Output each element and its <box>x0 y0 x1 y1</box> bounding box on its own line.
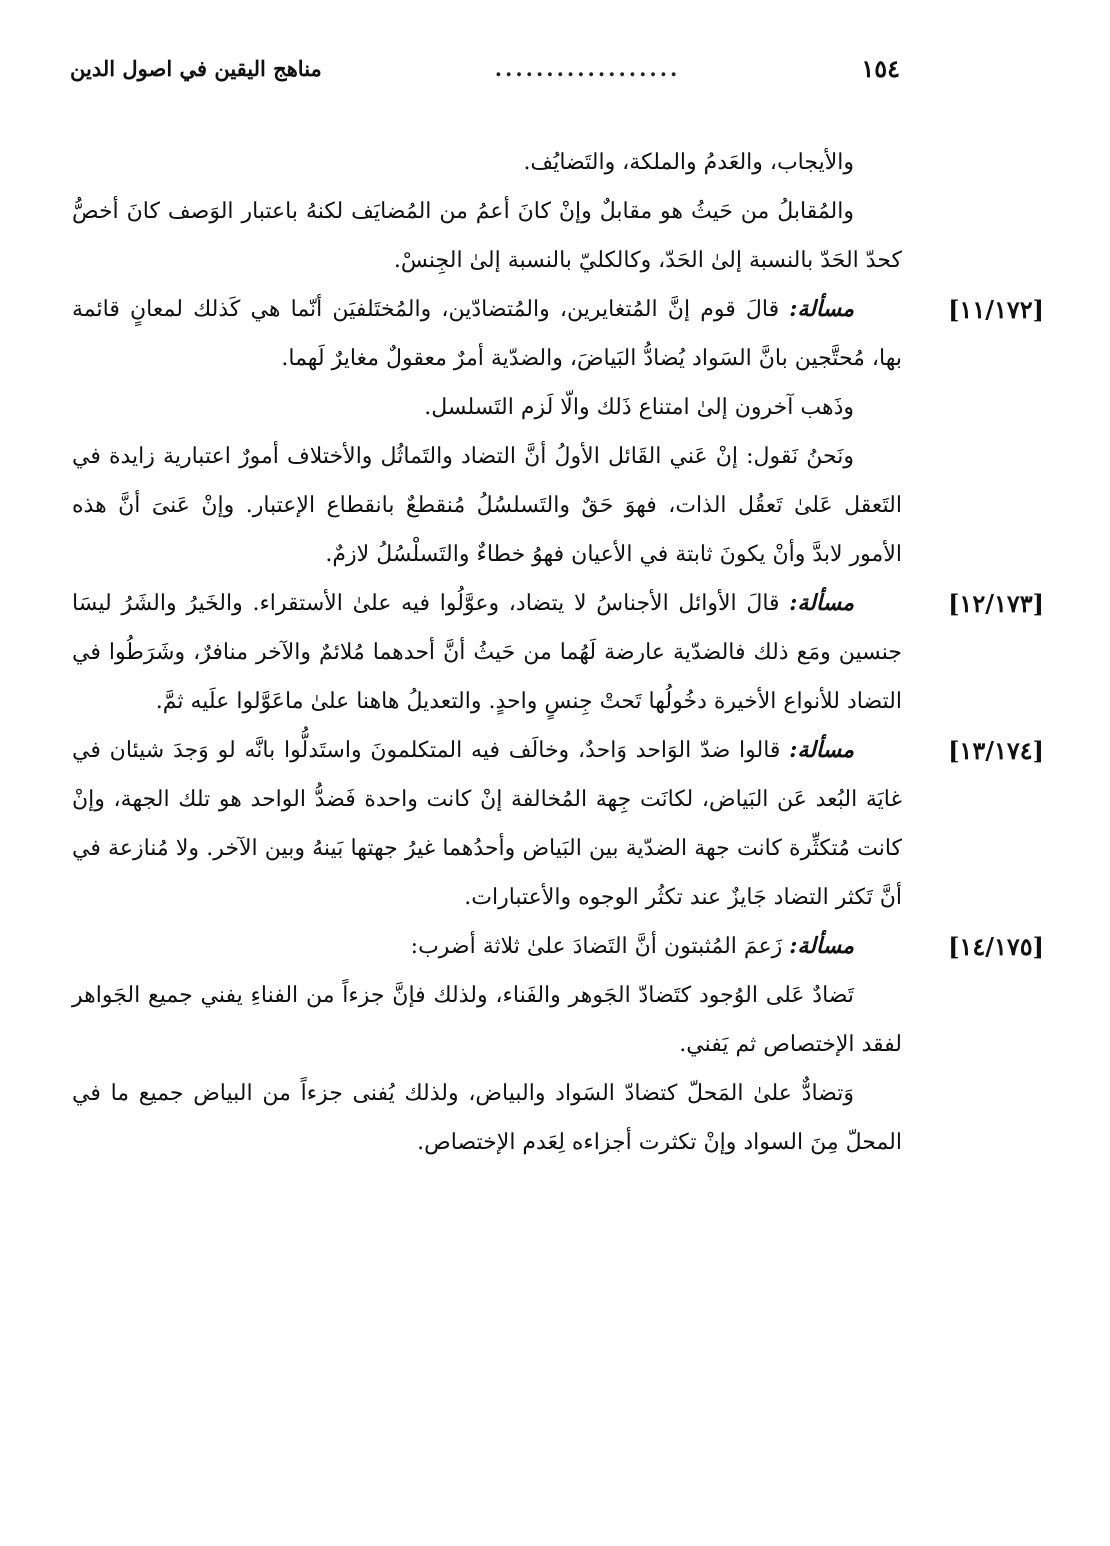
paragraph-muqabil: والمُقابلُ من حَيثُ هو مقابلٌ وإنْ كانَ أعمُ من المُضايَف لكنهُ باعتبار الوَصف كانَ أخصُّ كحدّ الحَدّ بالنسبة إلىٰ الحَدّ، وكالكليّ بالنسبة إلىٰ الجِنسْ. <box>72 199 902 273</box>
issue-number: [١٤/١٧٥] <box>948 932 1044 961</box>
issue-paragraph <box>72 726 1044 922</box>
paragraph-locus-contrariety: وَتضادٌّ علىٰ المَحلّ كتضادّ السَواد والبياض، ولذلك يُفنى جزءاً من البياض جميع ما في المحلّ مِنَ السواد وإنْ تكثرت أجزاءه لِعَدم الإختصاص. <box>72 1081 902 1155</box>
issue-followup: ونَحنُ نَقول: إنْ عَني القَائل الأولُ أنَّ التضاد والتَماثُل والأختلاف أمورٌ اعتبارية زايدة في التَعقل عَلىٰ تَعقُل الذات، فهوَ حَقٌ والتَسلسُلُ مُنقطعٌ بانقطاع الإعتبار. وإنْ عَنىَ أنَّ هذه الأمور لابدَّ وأنْ يكونَ ثابتة في الأعيان فهوُ خطاءٌ والتَسلْسُلُ لازمٌ. <box>72 444 902 567</box>
issue-text: زَعمَ المُثبتون أنَّ التَضادَ علىٰ ثلاثة أضرب: <box>410 934 790 959</box>
issue-label: مسألة: <box>789 933 854 959</box>
issue-label: مسألة: <box>789 590 854 616</box>
issue-text: قالَ الأوائل الأجناسُ لا يتضاد، وعوَّلُوا فيه علىٰ الأستقراء. والخَيرُ والشَرُ ليسَا جنسين ومَع ذلك فالضدّية عارضة لَهُما من حَيثُ أنَّ أحدهما مُلائمٌ والآخر منافرٌ، وشَرَطُوا في التضاد للأنواع الأخيرة دخُولُها تَحتْ جِنسٍ واحدٍ. والتعديلُ هاهنا علىٰ ماعَوَّلوا علَيه ثمَّ. <box>72 591 902 714</box>
header-leader-dots: .................. <box>494 55 681 81</box>
issue-text: قالوا ضدّ الوَاحد وَاحدٌ، وخالَف فيه المتكلمونَ واستَدلُّوا بانَّه لو وَجدَ شيئان في غايَة البُعد عَن البَياض، لكانَت جِهة المُخالفة إنْ كانت واحدة فَضدُّ الواحد هو تلك الجهة، وإنْ كانت مُتكثِّرة كانت جهة الضدّية بين البَياض وأحدُهما غيرُ جهتها بَينهُ وبين الآخر. ولا مُنازعة في أنَّ تَكثر التضاد جَايزٌ عند تكثُر الوجوه والأعتبارات. <box>72 738 902 910</box>
issue-followup: وذَهب آخرون إلىٰ امتناع ذَلك والّا لَزم التَسلسل. <box>424 395 854 420</box>
issue-number: [١٢/١٧٣] <box>948 589 1044 618</box>
page-content <box>72 138 1044 1167</box>
issue-text: قالَ قوم إنَّ المُتغايرين، والمُتضادّين، والمُختَلفيَن أنّما هي كَذلك لمعانٍ قائمة بها، مُحتَّجين بانَّ السَواد يُضادُّ البَياضَ، والضدّية أمرٌ معقولٌ مغايرٌ لَهما. <box>72 297 902 371</box>
running-header <box>70 48 900 88</box>
paragraph-continuation: والأيجاب، والعَدمُ والملكة، والتَضايُف. <box>523 150 854 175</box>
issue-paragraph <box>72 579 1044 726</box>
book-title: مناهج اليقين في اصول الدين <box>70 55 322 81</box>
page-number: ١٥٤ <box>861 53 900 83</box>
issue-label: مسألة: <box>789 737 854 763</box>
issue-number: [١١/١٧٢] <box>948 295 1044 324</box>
issue-label: مسألة: <box>789 296 854 322</box>
issue-paragraph <box>72 922 1044 971</box>
paragraph-existence-contrariety: تَضادٌ عَلى الوُجود كتَضادّ الجَوهر والفَناء، ولذلك فإنَّ جزءاً من الفناءِ يفني جميع الجَواهر لفقد الإختصاص ثم يَفني. <box>72 983 902 1057</box>
issue-number: [١٣/١٧٤] <box>948 736 1044 765</box>
header-rule <box>70 92 900 93</box>
issue-paragraph <box>72 285 1044 383</box>
